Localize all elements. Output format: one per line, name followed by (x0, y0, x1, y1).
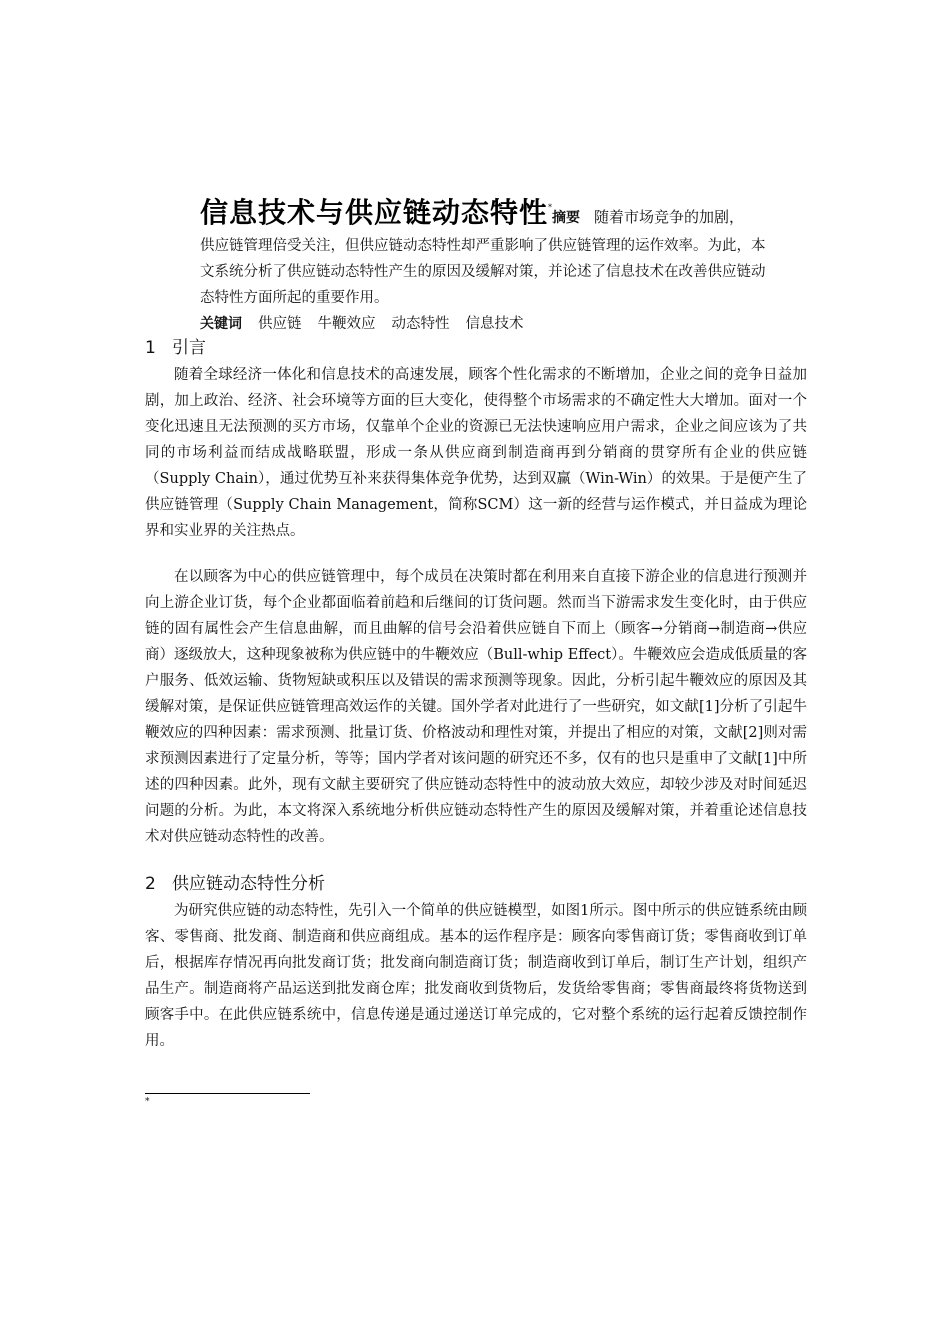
footnote-separator (145, 1093, 310, 1094)
section-number: 2 (145, 874, 156, 894)
keywords-label: 关键词 (200, 316, 242, 332)
keywords-line (200, 312, 770, 336)
footnote-mark: * (145, 1097, 150, 1107)
title-footnote-mark: * (548, 203, 553, 212)
keyword: 供应链 (258, 316, 302, 332)
paper-title: 信息技术与供应链动态特性 (200, 196, 549, 229)
title-abstract-block (200, 194, 770, 336)
body-paragraph: 在以顾客为中心的供应链管理中，每个成员在决策时都在利用来自直接下游企业的信息进行预测并向上游企业订货，每个企业都面临着前趋和后继间的订货问题。然而当下游需求发生变化时，由于供应链的固有属性会产生信息曲解，而且曲解的信号会沿着供应链自下而上（顾客→分销商→制造商→供应商）逐级放大，这种现象被称为供应链中的牛鞭效应（Bull-whip Effect）。牛鞭效应会造成低质量的客户服务、低效运输、货物短缺或积压以及错误的需求预测等现象。因此，分析引起牛鞭效应的原因及其缓解对策，是保证供应链管理高效运作的关键。国外学者对此进行了一些研究，如文献[1]分析了引起牛鞭效应的四种因素：需求预测、批量订货、价格波动和理性对策，并提出了相应的对策，文献[2]则对需求预测因素进行了定量分析，等等；国内学者对该问题的研究还不多，仅有的也只是重申了文献[1]中所述的四种因素。此外，现有文献主要研究了供应链动态特性中的波动放大效应，却较少涉及对时间延迟问题的分析。为此，本文将深入系统地分析供应链动态特性产生的原因及缓解对策，并着重论述信息技术对供应链动态特性的改善。 (145, 569, 807, 845)
section-heading (145, 872, 325, 896)
abstract-label: 摘要 (552, 210, 581, 226)
section-title: 供应链动态特性分析 (172, 874, 325, 894)
section-title: 引言 (172, 338, 206, 358)
title-line (200, 194, 770, 232)
section-heading (145, 336, 206, 360)
keyword: 牛鞭效应 (317, 316, 376, 332)
abstract-body: 供应链管理倍受关注，但供应链动态特性却严重影响了供应链管理的运作效率。为此，本文系统分析了供应链动态特性产生的原因及缓解对策，并论述了信息技术在改善供应链动态特性方面所起的重要作用。 (200, 238, 766, 306)
body-paragraph: 为研究供应链的动态特性，先引入一个简单的供应链模型，如图1所示。图中所示的供应链系统由顾客、零售商、批发商、制造商和供应商组成。基本的运作程序是：顾客向零售商订货；零售商收到订单后，根据库存情况再向批发商订货；批发商向制造商订货；制造商收到订单后，制订生产计划，组织产品生产。制造商将产品运送到批发商仓库；批发商收到货物后，发货给零售商；零售商最终将货物送到顾客手中。在此供应链系统中，信息传递是通过递送订单完成的，它对整个系统的运行起着反馈控制作用。 (145, 903, 807, 1049)
section-number: 1 (145, 338, 156, 358)
keyword: 动态特性 (391, 316, 450, 332)
keyword: 信息技术 (465, 316, 524, 332)
body-paragraph: 随着全球经济一体化和信息技术的高速发展，顾客个性化需求的不断增加，企业之间的竞争日益加剧，加上政治、经济、社会环境等方面的巨大变化，使得整个市场需求的不确定性大大增加。面对一个变化迅速且无法预测的买方市场，仅靠单个企业的资源已无法快速响应用户需求，企业之间应该为了共同的市场利益而结成战略联盟，形成一条从供应商到制造商再到分销商的贯穿所有企业的供应链（Supply Chain），通过优势互补来获得集体竞争优势，达到双赢（Win-Win）的效果。于是便产生了供应链管理（Supply Chain Management，简称SCM）这一新的经营与运作模式，并日益成为理论界和实业界的关注热点。 (145, 367, 807, 539)
abstract-first-line: 随着市场竞争的加剧， (594, 208, 745, 226)
